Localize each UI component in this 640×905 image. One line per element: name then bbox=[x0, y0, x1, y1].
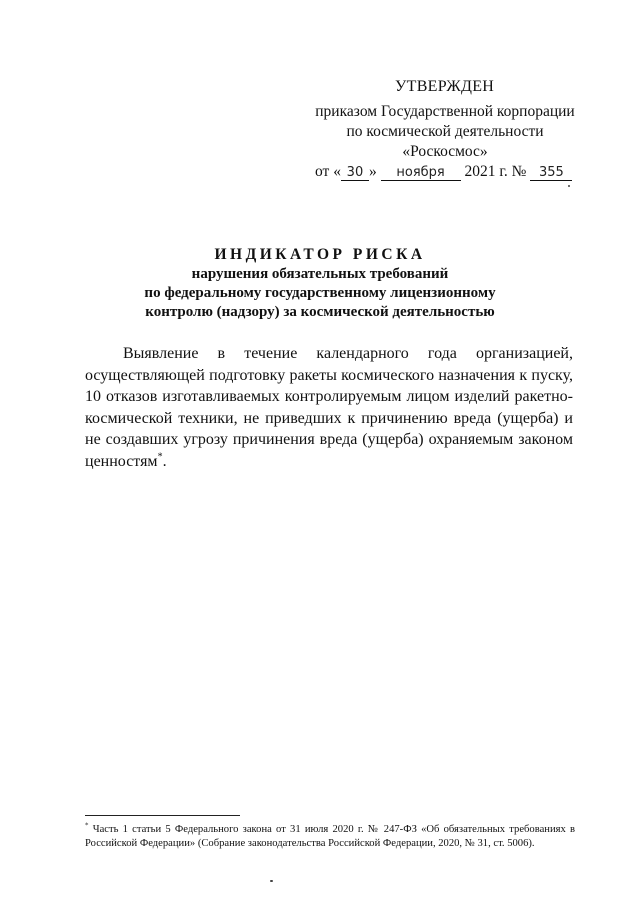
title-line-2: по федеральному государственному лицензионному bbox=[144, 285, 496, 301]
scan-speck bbox=[568, 185, 570, 187]
body-footnote-mark: * bbox=[157, 451, 163, 463]
date-month: ноября bbox=[381, 165, 461, 181]
footnote-text: Часть 1 статьи 5 Федерального закона от 31 июля 2020 г. № 247-ФЗ «Об обязательных требованиях в Российской Федерации» (Собрание законодательства Российской Федерации, 2020, № 31, ст. 5006). bbox=[85, 824, 575, 849]
scan-speck bbox=[270, 880, 273, 882]
body-paragraph bbox=[85, 343, 573, 473]
approval-line-1: приказом Государственной корпорации bbox=[315, 103, 575, 120]
body-end: . bbox=[162, 452, 167, 470]
footnote-mark: * bbox=[85, 821, 89, 830]
date-day: 30 bbox=[341, 165, 369, 181]
title-main: ИНДИКАТОР РИСКА bbox=[214, 246, 426, 263]
footnote-divider bbox=[85, 815, 240, 816]
title-line-1: нарушения обязательных требований bbox=[191, 266, 449, 282]
footnote bbox=[85, 823, 575, 850]
approved-heading: УТВЕРЖДЕН bbox=[395, 78, 495, 95]
date-prefix: от « bbox=[315, 163, 341, 180]
approval-date-line bbox=[315, 162, 572, 182]
date-day-suffix: » bbox=[368, 163, 377, 180]
approval-line-2: по космической деятельности bbox=[346, 123, 544, 140]
approval-line-3: «Роскосмос» bbox=[402, 143, 488, 160]
date-year: 2021 г. № bbox=[464, 163, 527, 180]
body-text: Выявление в течение календарного года организацией, осуществляющей подготовку ракеты космического назначения к пуску, 10 отказов изготавливаемых контролируемым лицом изделий ракетно-космической техники, не приведших к причинению вреда (ущерба) и не создавших угрозу причинения вреда (ущерба) охраняемым законом ценностям bbox=[85, 345, 573, 470]
title-line-3: контролю (надзору) за космической деятельностью bbox=[145, 304, 495, 320]
document-title bbox=[80, 245, 560, 322]
order-number: 355 bbox=[530, 165, 572, 181]
